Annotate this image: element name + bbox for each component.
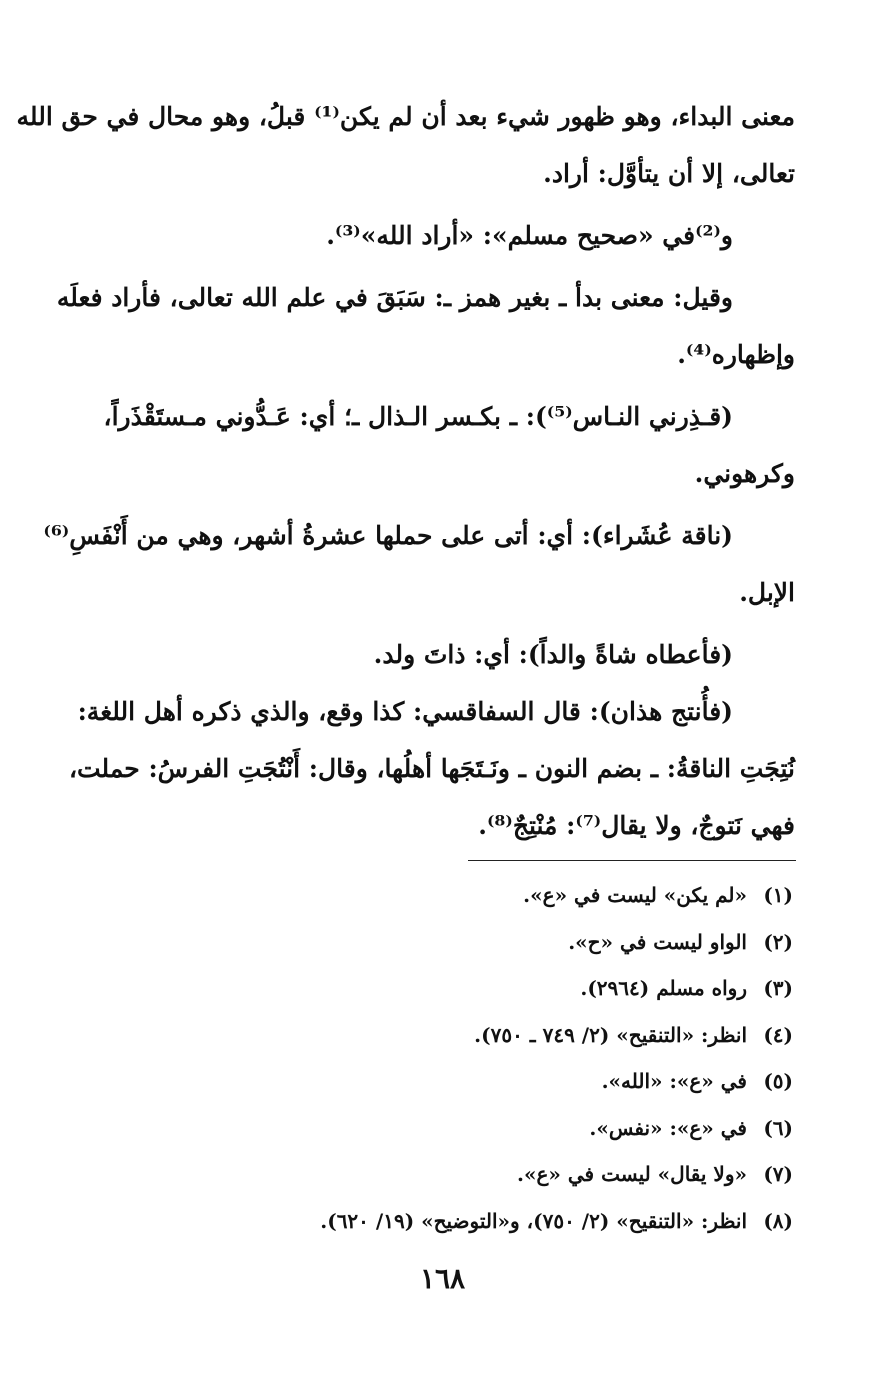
- footnote-text: في «ع»: «نفس».: [589, 1115, 747, 1140]
- main-text: [16, 88, 795, 854]
- footnote-number: (٥): [763, 1069, 793, 1093]
- text-line: (فأعطاه شاةً والداً): أي: ذاتَ ولد.: [373, 640, 733, 669]
- footnote-separator: [468, 860, 796, 861]
- text-line: الإبل.: [739, 578, 795, 607]
- footnote-number: (٤): [763, 1022, 793, 1047]
- text-line: وإظهاره⁽⁴⁾.: [677, 340, 795, 369]
- text-line: معنى البداء، وهو ظهور شيء بعد أن لم يكن⁽¹⁾ قبلُ، وهو محال في حق الله: [16, 102, 795, 131]
- footnote-number: (٨): [763, 1208, 793, 1233]
- footnote: [73, 1012, 793, 1059]
- text-line: فهي نَتوجٌ، ولا يقال⁽⁷⁾: مُنْتِجٌ⁽⁸⁾.: [478, 811, 795, 840]
- footnote-number: (٧): [763, 1162, 793, 1186]
- footnote: [73, 1198, 793, 1245]
- footnote-number: (٦): [763, 1115, 793, 1140]
- text-line: و⁽²⁾في «صحيح مسلم»: «أراد الله»⁽³⁾.: [326, 221, 733, 250]
- footnote-text: رواه مسلم (٢٩٦٤).: [580, 976, 747, 1000]
- footnote-number: (٢): [763, 929, 793, 954]
- text-line: تعالى، إلا أن يتأوَّل: أراد.: [543, 159, 795, 188]
- footnote-number: (٣): [763, 976, 793, 1000]
- text-line: وقيل: معنى بدأ ـ بغير همز ـ: سَبَقَ في علم الله تعالى، فأراد فعلَه: [56, 283, 733, 312]
- footnote: [73, 919, 793, 966]
- footnote-text: انظر: «التنقيح» (٢/ ٧٤٩ ـ ٧٥٠).: [474, 1022, 747, 1047]
- footnote-text: الواو ليست في «ح».: [568, 929, 747, 954]
- footnote-text: «ولا يقال» ليست في «ع».: [517, 1162, 747, 1186]
- text-line: نُتِجَتِ الناقةُ: ـ بضم النون ـ ونَـتَجَها أهلُها، وقال: أَنْتُجَتِ الفرسُ: حملت،: [68, 754, 795, 783]
- footnotes: [73, 872, 793, 1244]
- footnote-text: انظر: «التنقيح» (٢/ ٧٥٠)، و«التوضيح» (١٩/ ٦٢٠).: [320, 1208, 747, 1233]
- footnote-text: «لم يكن» ليست في «ع».: [523, 883, 747, 907]
- text-line: (ناقة عُشَراء): أي: أتى على حملها عشرةُ أشهر، وهي من أَنْفَسِ⁽⁶⁾: [43, 521, 733, 550]
- footnote: [73, 1105, 793, 1152]
- footnote: [73, 965, 793, 1012]
- text-line: وكرهوني.: [694, 459, 795, 488]
- footnote: [73, 1058, 793, 1105]
- footnote: [73, 1151, 793, 1198]
- footnote: [73, 872, 793, 919]
- page-number: ١٦٨: [419, 1262, 466, 1295]
- text-line: (قـذِرني النـاس⁽⁵⁾): ـ بكـسر الـذال ـ؛ أي: عَـدُّوني مـستَقْذَراً،: [103, 402, 733, 431]
- footnote-text: في «ع»: «الله».: [601, 1069, 747, 1093]
- footnote-number: (١): [763, 883, 793, 907]
- text-line: (فأُنتج هذان): قال السفاقسي: كذا وقع، والذي ذكره أهل اللغة:: [77, 697, 733, 726]
